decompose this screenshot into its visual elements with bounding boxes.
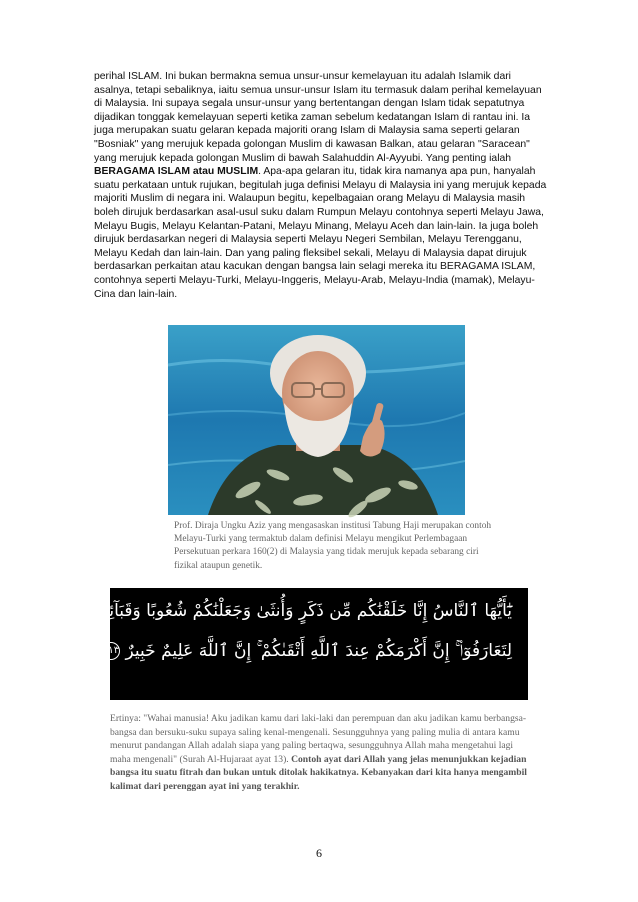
quran-verse-image [96,588,528,700]
verse-translation [110,712,534,794]
ayah-number-marker: ١٣ [94,642,120,660]
body-bold-phrase: BERAGAMA ISLAM atau MUSLIM [94,166,259,178]
verse-line-2-text: لِتَعَارَفُوٓا۟ ۚ إِنَّ أَكْرَمَكُمْ عِندَ ٱللَّهِ أَتْقَىٰكُمْ ۚ إِنَّ ٱللَّهَ عَلِيمٌ خَبِيرٌ [125,641,512,661]
photo-caption: Prof. Diraja Ungku Aziz yang mengasaskan institusi Tabung Haji merupakan contoh Melayu-Turki yang termaktub dalam definisi Melayu mengikut Perlembagaan Persekutuan perkara 160(2) di Malaysia yang tidak merujuk kepada sebarang ciri fizikal ataupun genetik. [174,521,492,571]
verse-line-1: يَٰٓأَيُّهَا ٱلنَّاسُ إِنَّا خَلَقْنَٰكُم مِّن ذَكَرٍ وَأُنثَىٰ وَجَعَلْنَٰكُمْ شُعُوبًا وَقَبَآئِلَ [96,601,512,621]
body-text-part1: perihal ISLAM. Ini bukan bermakna semua unsur-unsur kemelayuan itu adalah Islamik dari asalnya, tetapi sebaliknya, iaitu semua unsur-unsur Islam itu termasuk dalam perihal kemelayuan di Malaysia. Ini supaya segala unsur-unsur yang bertentangan dengan Islam tidak sepatutnya dijadikan tonggak kemelayuan seperti ketika zaman sebelum kedatangan Islam di rantau ini. Ia juga merupakan suatu gelaran kepada majoriti orang Islam di Malaysia sama seperti gelaran "Bosniak" yang merujuk kepada golongan Muslim di kawasan Balkan, atau gelaran "Saracean" yang merujuk kepada golongan Muslim di bawah Salahuddin Al-Ayyubi. Yang penting ialah [94,71,542,164]
body-text-part2: . Apa-apa gelaran itu, tidak kira namanya apa pun, hanyalah suatu perkataan untuk rujukan, begitulah juga definisi Melayu di Malaysia ini yang merujuk kepada majoriti Muslim di negara ini. Walaupun begitu, kepelbagaian orang Melayu di Malaysia masih boleh dirujuk berdasarkan asal-usul suku dalam Rumpun Melayu contohnya seperti Melayu Jawa, Melayu Bugis, Melayu Kelantan-Patani, Melayu Minang, Melayu Aceh dan lain-lain. Ia juga boleh dirujuk berdasarkan negeri di Malaysia seperti Melayu Negeri Sembilan, Melayu Terengganu, Melayu Kedah dan lain-lain. Dan yang paling fleksibel sekali, Melayu di Malaysia dapat dirujuk berdasarkan perkaitan atau kacukan dengan bangsa lain selagi mereka itu BERAGAMA ISLAM, contohnya seperti Melayu-Turki, Melayu-Inggeris, Melayu-Arab, Melayu-India (mamak), Melayu-Cina dan lain-lain. [94,166,547,300]
translation-bold-note: Contoh ayat dari Allah yang jelas menunjukkan kejadian bangsa itu suatu fitrah dan bukan untuk ditolak hakikatnya. Kebanyakan dari kita hanya mengambil kalimat dari perenggan ayat ini yang terakhir. [110,753,527,792]
body-paragraph [94,70,550,301]
page-number: 6 [316,846,322,860]
translation-text: Ertinya: "Wahai manusia! Aku jadikan kamu dari laki-laki dan perempuan dan aku jadikan kamu berbangsa-bangsa dan bersuku-suku supaya saling kenal-mengenali. Sesungguhnya yang paling mulia di antara kamu menurut pandangan Allah adalah siapa yang paling bertaqwa, sesungguhnya Allah maha mengetahui lagi maha mengenali" (Surah Al-Hujaraat ayat 13). [110,713,527,765]
verse-line-2 [108,640,512,661]
portrait-photo [168,325,465,515]
